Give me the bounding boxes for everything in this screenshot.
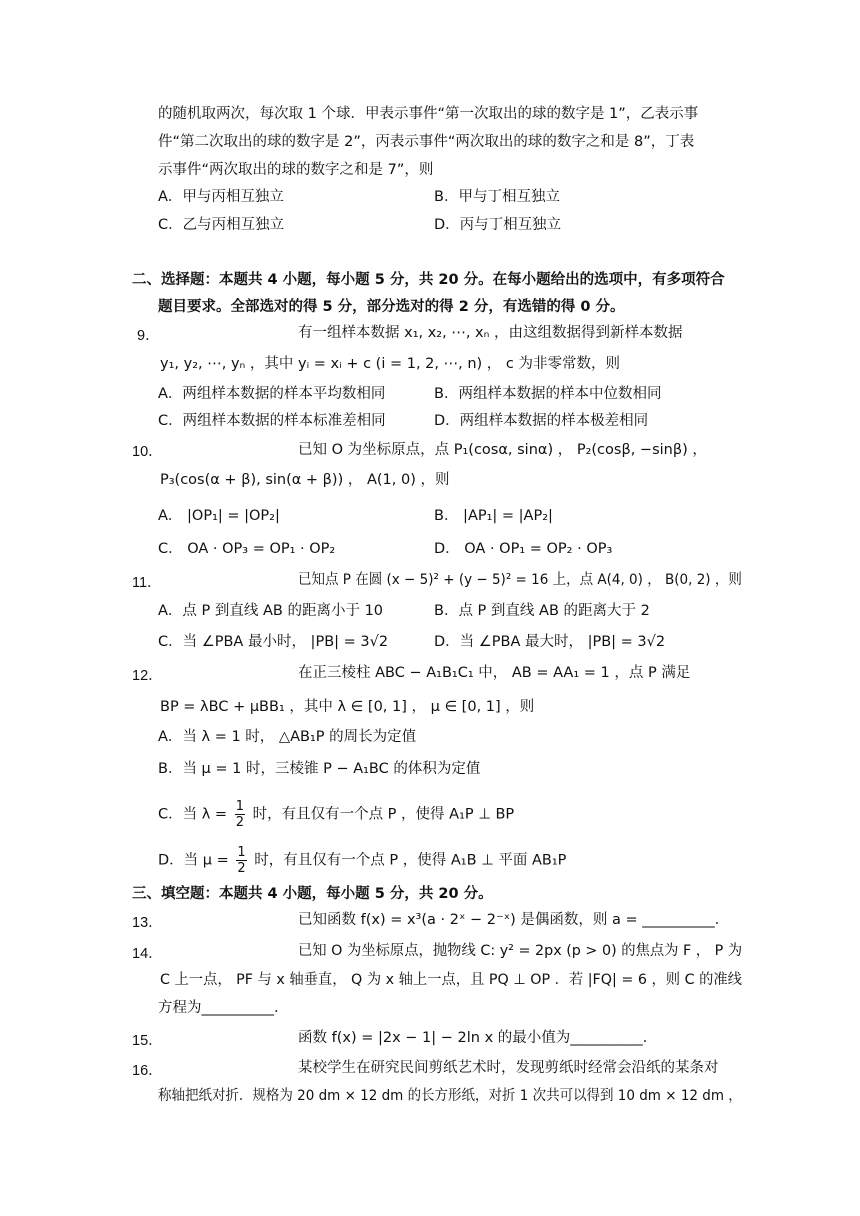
q10-option-d: D． OA · OP₁ = OP₂ · OP₃ xyxy=(434,541,613,557)
q12-line-2: BP = λBC + μBB₁ ，其中 λ ∈ [0, 1] ， μ ∈ [0, 1] ，则 xyxy=(160,699,535,715)
q11-option-b: B．点 P 到直线 AB 的距离大于 2 xyxy=(434,603,650,619)
q9-option-d: D．两组样本数据的样本极差相同 xyxy=(434,413,649,429)
q9-option-c: C．两组样本数据的样本标准差相同 xyxy=(158,413,386,429)
q16-line-1: 某校学生在研究民间剪纸艺术时，发现剪纸时经常会沿纸的某条对 xyxy=(298,1060,719,1076)
q8-option-a: A．甲与丙相互独立 xyxy=(158,189,284,205)
q9-line-1: 有一组样本数据 x₁, x₂, ⋯, xₙ ，由这组数据得到新样本数据 xyxy=(298,325,683,341)
q12-option-c-suffix: 时，有且仅有一个点 P ，使得 A₁P ⊥ BP xyxy=(252,806,515,823)
q16-number: 16． xyxy=(132,1063,163,1079)
q11-option-a: A．点 P 到直线 AB 的距离小于 10 xyxy=(158,603,384,619)
q10-line-2: P₃(cos(α + β), sin(α + β)) ， A(1, 0) ，则 xyxy=(160,472,450,488)
q12-option-d-prefix: D．当 μ = xyxy=(158,852,229,869)
q10-option-c: C． OA · OP₃ = OP₁ · OP₂ xyxy=(158,541,336,557)
fraction-denominator: 2 xyxy=(235,815,244,830)
fraction-numerator: 1 xyxy=(237,845,246,860)
q9-number: 9． xyxy=(137,328,160,344)
q9-line-2: y₁, y₂, ⋯, yₙ ，其中 yᵢ = xᵢ + c (i = 1, 2, ⋯, n) ， c 为非零常数，则 xyxy=(160,356,620,372)
q9-option-a: A．两组样本数据的样本平均数相同 xyxy=(158,386,386,402)
fraction-one-half xyxy=(236,845,246,876)
q8-option-d: D．丙与丁相互独立 xyxy=(434,217,562,233)
q12-option-d-suffix: 时，有且仅有一个点 P ，使得 A₁B ⊥ 平面 AB₁P xyxy=(254,852,567,869)
q12-line-1: 在正三棱柱 ABC − A₁B₁C₁ 中， AB = AA₁ = 1 ，点 P 满足 xyxy=(298,665,691,681)
q15-line-1: 函数 f(x) = |2x − 1| − 2ln x 的最小值为__________． xyxy=(298,1030,658,1046)
q11-number: 11． xyxy=(132,575,162,591)
q13-number: 13． xyxy=(132,915,163,931)
q12-option-d xyxy=(158,845,566,876)
q10-option-b: B． |AP₁| = |AP₂| xyxy=(434,508,553,524)
q8-line-2: 件“第二次取出的球的数字是 2”，丙表示事件“两次取出的球的数字之和是 8”，丁表 xyxy=(158,134,695,150)
q11-option-d: D．当 ∠PBA 最大时， |PB| = 3√2 xyxy=(434,634,666,650)
q9-option-b: B．两组样本数据的样本中位数相同 xyxy=(434,386,662,402)
q14-line-1: 已知 O 为坐标原点，抛物线 C: y² = 2px (p > 0) 的焦点为 F ， P 为 xyxy=(298,943,743,959)
q12-number: 12． xyxy=(132,668,163,684)
q12-option-b: B．当 μ = 1 时，三棱锥 P − A₁BC 的体积为定值 xyxy=(158,761,481,777)
q13-line-1: 已知函数 f(x) = x³(a · 2ˣ − 2⁻ˣ) 是偶函数，则 a = __________． xyxy=(298,912,730,928)
q14-line-3: 方程为__________． xyxy=(158,1000,289,1016)
q12-option-c xyxy=(158,799,514,830)
section-2-heading-line-2: 题目要求。全部选对的得 5 分，部分选对的得 2 分，有选错的得 0 分。 xyxy=(158,299,625,315)
q16-line-2: 称轴把纸对折．规格为 20 dm × 12 dm 的长方形纸，对折 1 次共可以得到 10 dm × 12 dm ， xyxy=(158,1088,742,1104)
q8-option-b: B．甲与丁相互独立 xyxy=(434,189,560,205)
fraction-denominator: 2 xyxy=(237,861,246,876)
q15-number: 15． xyxy=(132,1033,163,1049)
section-3-heading: 三、填空题：本题共 4 小题，每小题 5 分，共 20 分。 xyxy=(132,886,493,902)
fraction-one-half xyxy=(235,799,245,830)
q10-line-1: 已知 O 为坐标原点，点 P₁(cosα, sinα) ， P₂(cosβ, −sinβ) ， xyxy=(298,442,707,458)
q14-line-2: C 上一点， PF 与 x 轴垂直， Q 为 x 轴上一点，且 PQ ⊥ OP ．若 |FQ| = 6 ，则 C 的准线 xyxy=(160,972,742,988)
q12-option-c-prefix: C．当 λ = xyxy=(158,806,228,823)
q8-option-c: C．乙与丙相互独立 xyxy=(158,217,285,233)
q12-option-a: A．当 λ = 1 时， △AB₁P 的周长为定值 xyxy=(158,729,417,745)
q8-line-3: 示事件“两次取出的球的数字之和是 7”，则 xyxy=(158,162,434,178)
section-2-heading-line-1: 二、选择题：本题共 4 小题，每小题 5 分，共 20 分。在每小题给出的选项中，有多项符合 xyxy=(132,272,725,288)
q8-line-1: 的随机取两次，每次取 1 个球．甲表示事件“第一次取出的球的数字是 1”，乙表示事 xyxy=(158,106,699,122)
q11-option-c: C．当 ∠PBA 最小时， |PB| = 3√2 xyxy=(158,634,389,650)
fraction-numerator: 1 xyxy=(235,799,244,814)
q10-number: 10． xyxy=(132,444,163,460)
q10-option-a: A． |OP₁| = |OP₂| xyxy=(158,508,280,524)
q14-number: 14． xyxy=(132,946,163,962)
q11-line-1: 已知点 P 在圆 (x − 5)² + (y − 5)² = 16 上，点 A(4, 0) ， B(0, 2) ，则 xyxy=(298,572,742,588)
